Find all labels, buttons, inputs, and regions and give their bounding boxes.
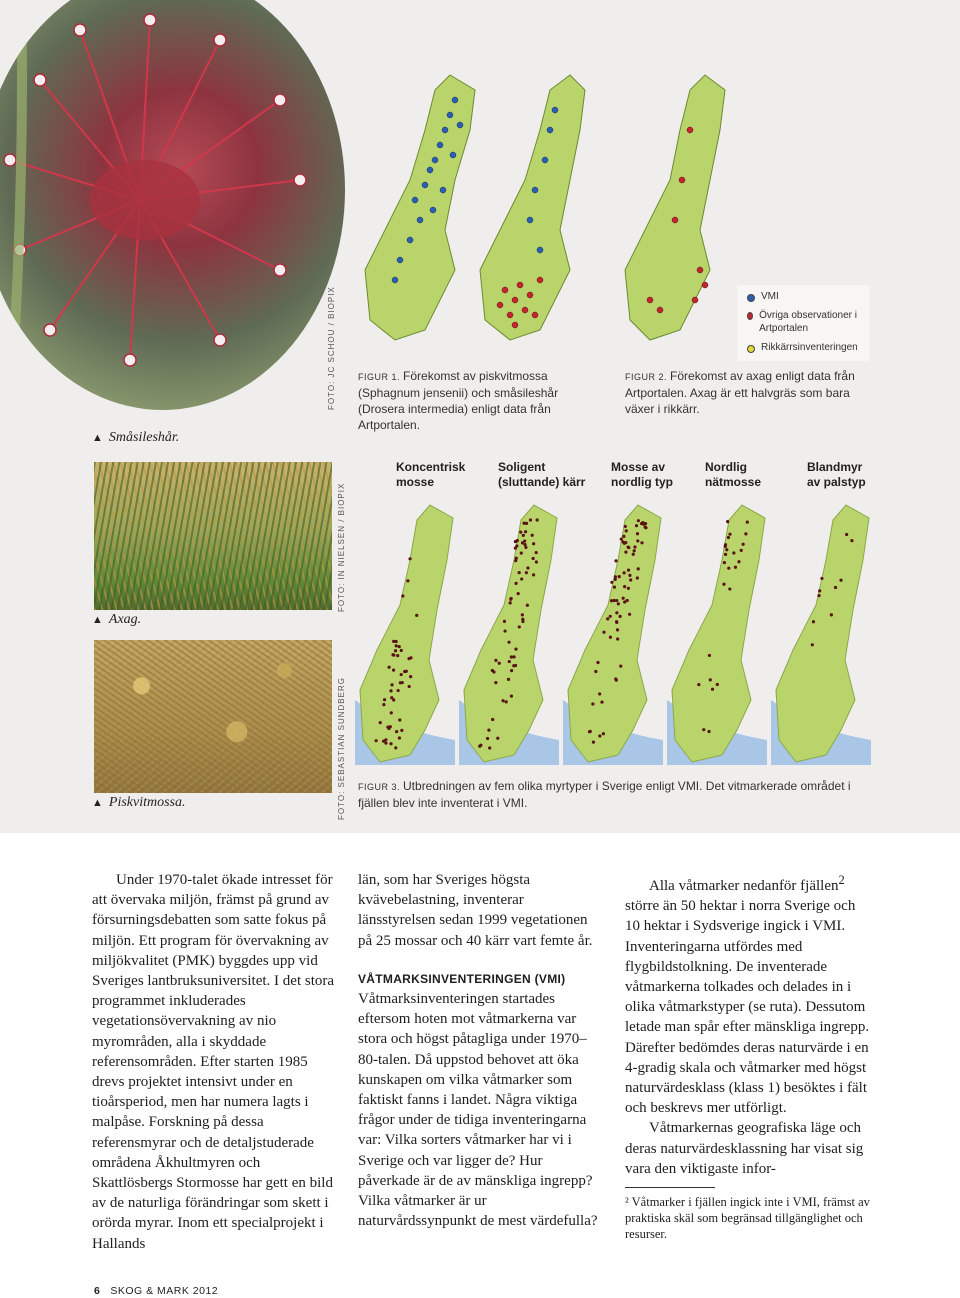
sundew-photo-credit: FOTO: JC SCHOU / BIOPIX: [327, 286, 336, 410]
legend-item: Rikkärrsinventeringen: [747, 342, 858, 353]
footnote-ref: 2: [838, 873, 845, 887]
figure2-map: [620, 70, 730, 370]
map-legend: [737, 285, 869, 361]
article-paragraph: Under 1970-talet ökade intresset för att övervaka miljön, främst på grund av försurningsdebatten som satte fokus på miljön. Ett program för övervakning av miljökvalitet (PMK) byggdes upp vid Sveriges lantbruksuniversitet. I det stora programmet inkluderades vegetationsövervakning av nio myrområden, alla i skyddade referensområden. Efter starten 1985 drevs projektet intensivt under en tioårsperiod, men har numera lagts i malpåse. Forskning på dessa referensmyrar och de detaljstuderade områdena Åkhultmyren och Skattlösbergs Stormosse har gett en bild av de naturliga förändringar som skett i orörda myrar. Inom ett specialprojekt i Hallands: [92, 872, 335, 1252]
publication-name: SKOG & MARK 2012: [110, 1285, 219, 1297]
moss-photo: [94, 640, 332, 793]
red-dot-icon: [747, 312, 753, 320]
footnote: ² Våtmarker i fjällen ingick inte i VMI, främst av praktiska skäl som begränsad tillgänglighet och resurser.: [625, 1195, 870, 1242]
article-column-3: [625, 870, 870, 1242]
blue-dot-icon: [747, 294, 755, 302]
article-paragraph: län, som har Sveriges högsta kvävebelastning, inventerar länsstyrelsen sedan 1999 vegetationen på 25 mossar och 40 kärr vart femte år.: [358, 872, 593, 949]
page-footer: [94, 1285, 218, 1297]
figure3-col-head: Koncentrisk mosse: [396, 460, 466, 489]
figure3-caption: FIGUR 3. Utbredningen av fem olika myrtyper i Sverige enligt VMI. Det vitmarkerade området i fjällen blev inte inventerat i VMI.: [358, 779, 851, 810]
footnote-rule: [625, 1187, 715, 1188]
figure3-col-head: Blandmyr av palstyp: [807, 460, 866, 489]
article-column-2: [358, 870, 603, 1231]
axag-photo: [94, 462, 332, 610]
article-paragraph: Alla våtmarker nedanför fjällen$^2$ större än 50 hektar i norra Sverige och 10 hektar i Sydsverige ingick i VMI. Inventeringarna utfördes med flygbildstolkning. De inventerade våtmarkerna tolkades och delades in i olika våtmarkstyper (se ruta). Dessutom letade man spår efter mänskliga ingrepp. Därefter bedömdes deras naturvärde i en 4-gradig skala och våtmarker med högst naturvärdesklass (klass 1) besöktes i fält och beskrevs mer utförligt.: [625, 873, 870, 1117]
figure1-caption: FIGUR 1. Förekomst av piskvitmossa (Sphagnum jensenii) och småsileshår (Drosera intermedia) enligt data från Artportalen.: [358, 369, 559, 432]
myrtyp-map: [459, 505, 559, 765]
arrow-up-icon: ▲: [92, 614, 103, 626]
figure3-maps: [355, 500, 875, 765]
figure3-col-head: Mosse av nordlig typ: [611, 460, 673, 489]
sundew-caption: ▲ Småsileshår.: [92, 430, 180, 445]
moss-caption: ▲ Piskvitmossa.: [92, 795, 186, 810]
legend-item: VMI: [747, 291, 779, 302]
myrtyp-map: [563, 505, 663, 765]
axag-photo-credit: FOTO: IN NIELSEN / BIOPIX: [337, 482, 346, 612]
article-paragraph: Våtmarkernas geografiska läge och deras naturvärdesklassning har visat sig vara den viktigaste infor-: [625, 1120, 864, 1177]
figure3-col-head: Nordlig nätmosse: [705, 460, 762, 489]
legend-item: Övriga observationer i Artportalen: [747, 309, 862, 335]
sundew-illustration: [0, 0, 345, 410]
axag-caption: ▲ Axag.: [92, 612, 142, 627]
article-paragraph: Våtmarksinventeringen startades eftersom hoten mot våtmarkerna var stora och högst påtagliga under 1970–80-talen. Då uppstod behovet att öka kunskapen om vilka våtmarker som faktiskt fanns i landet. Några viktiga frågor under de tidiga inventeringarna var: Vilka sorters våtmarker har vi i Sverige och var ligger de? Hur påverkade är de av mänskliga ingrepp? Vilka våtmarker är ur naturvårdssynpunkt de mest värdefulla?: [358, 991, 598, 1230]
page-number: 6: [94, 1285, 101, 1297]
arrow-up-icon: ▲: [92, 797, 103, 809]
section-heading: VÅTMARKSINVENTERINGEN (VMI): [358, 971, 566, 986]
figure2-caption: FIGUR 2. Förekomst av axag enligt data från Artportalen. Axag är ett halvgräs som bara växer i rikkärr.: [625, 369, 855, 416]
moss-photo-credit: FOTO: SEBASTIAN SUNDBERG: [337, 677, 346, 820]
figure1-maps: [355, 70, 595, 370]
yellow-dot-icon: [747, 345, 755, 353]
figure3-col-head: Soligent (sluttande) kärr: [498, 460, 586, 489]
article-column-1: [92, 870, 337, 1254]
myrtyp-map: [771, 505, 871, 765]
myrtyp-map: [355, 505, 455, 765]
myrtyp-map: [667, 505, 767, 765]
sundew-photo: [0, 0, 345, 410]
arrow-up-icon: ▲: [92, 432, 103, 444]
